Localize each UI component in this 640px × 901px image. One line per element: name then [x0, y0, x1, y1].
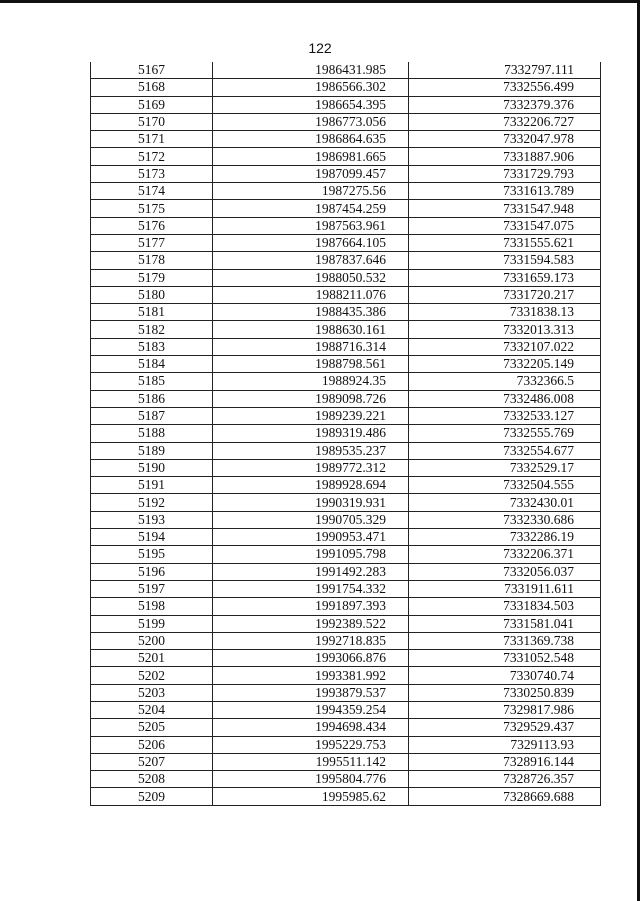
point-id-cell: 5182	[91, 321, 213, 338]
y-coordinate-cell: 7329113.93	[409, 736, 601, 753]
y-coordinate-cell: 7331911.611	[409, 580, 601, 597]
table-row	[91, 736, 601, 753]
x-coordinate-cell: 1988435.386	[213, 304, 409, 321]
x-coordinate-cell: 1988050.532	[213, 269, 409, 286]
point-id-cell: 5207	[91, 753, 213, 770]
y-coordinate-cell: 7331547.075	[409, 217, 601, 234]
x-coordinate-cell: 1993066.876	[213, 650, 409, 667]
x-coordinate-cell: 1989239.221	[213, 407, 409, 424]
x-coordinate-cell: 1991754.332	[213, 580, 409, 597]
table-row	[91, 200, 601, 217]
point-id-cell: 5190	[91, 459, 213, 476]
x-coordinate-cell: 1988924.35	[213, 373, 409, 390]
table-row	[91, 598, 601, 615]
point-id-cell: 5186	[91, 390, 213, 407]
x-coordinate-cell: 1986654.395	[213, 96, 409, 113]
y-coordinate-cell: 7332205.149	[409, 356, 601, 373]
table-row	[91, 390, 601, 407]
table-row	[91, 62, 601, 79]
x-coordinate-cell: 1995229.753	[213, 736, 409, 753]
y-coordinate-cell: 7331613.789	[409, 183, 601, 200]
table-row	[91, 684, 601, 701]
table-row	[91, 701, 601, 718]
table-row	[91, 79, 601, 96]
y-coordinate-cell: 7332555.769	[409, 425, 601, 442]
y-coordinate-cell: 7331052.548	[409, 650, 601, 667]
point-id-cell: 5202	[91, 667, 213, 684]
y-coordinate-cell: 7332206.727	[409, 113, 601, 130]
table-row	[91, 788, 601, 805]
x-coordinate-cell: 1991897.393	[213, 598, 409, 615]
point-id-cell: 5200	[91, 632, 213, 649]
point-id-cell: 5203	[91, 684, 213, 701]
point-id-cell: 5167	[91, 62, 213, 79]
table-row	[91, 304, 601, 321]
point-id-cell: 5179	[91, 269, 213, 286]
table-row	[91, 373, 601, 390]
x-coordinate-cell: 1987837.646	[213, 252, 409, 269]
point-id-cell: 5191	[91, 477, 213, 494]
x-coordinate-cell: 1993879.537	[213, 684, 409, 701]
y-coordinate-cell: 7332107.022	[409, 338, 601, 355]
y-coordinate-cell: 7331659.173	[409, 269, 601, 286]
x-coordinate-cell: 1986431.985	[213, 62, 409, 79]
y-coordinate-cell: 7328726.357	[409, 771, 601, 788]
table-row	[91, 165, 601, 182]
table-row	[91, 650, 601, 667]
y-coordinate-cell: 7331729.793	[409, 165, 601, 182]
page-number: 122	[308, 40, 332, 56]
y-coordinate-cell: 7332056.037	[409, 563, 601, 580]
table-row	[91, 217, 601, 234]
x-coordinate-cell: 1987664.105	[213, 234, 409, 251]
x-coordinate-cell: 1989772.312	[213, 459, 409, 476]
point-id-cell: 5195	[91, 546, 213, 563]
table-row	[91, 252, 601, 269]
y-coordinate-cell: 7332797.111	[409, 62, 601, 79]
y-coordinate-cell: 7331834.503	[409, 598, 601, 615]
y-coordinate-cell: 7331369.738	[409, 632, 601, 649]
table-row	[91, 511, 601, 528]
point-id-cell: 5194	[91, 529, 213, 546]
point-id-cell: 5170	[91, 113, 213, 130]
y-coordinate-cell: 7332330.686	[409, 511, 601, 528]
x-coordinate-cell: 1991095.798	[213, 546, 409, 563]
x-coordinate-cell: 1987275.56	[213, 183, 409, 200]
point-id-cell: 5193	[91, 511, 213, 528]
point-id-cell: 5198	[91, 598, 213, 615]
point-id-cell: 5181	[91, 304, 213, 321]
table-row	[91, 407, 601, 424]
point-id-cell: 5178	[91, 252, 213, 269]
table-row	[91, 667, 601, 684]
point-id-cell: 5174	[91, 183, 213, 200]
point-id-cell: 5172	[91, 148, 213, 165]
table-row	[91, 563, 601, 580]
table-row	[91, 113, 601, 130]
y-coordinate-cell: 7332486.008	[409, 390, 601, 407]
point-id-cell: 5180	[91, 286, 213, 303]
table-row	[91, 183, 601, 200]
x-coordinate-cell: 1995804.776	[213, 771, 409, 788]
point-id-cell: 5206	[91, 736, 213, 753]
point-id-cell: 5177	[91, 234, 213, 251]
point-id-cell: 5196	[91, 563, 213, 580]
x-coordinate-cell: 1989928.694	[213, 477, 409, 494]
point-id-cell: 5199	[91, 615, 213, 632]
x-coordinate-cell: 1990953.471	[213, 529, 409, 546]
table-row	[91, 771, 601, 788]
table-row	[91, 269, 601, 286]
point-id-cell: 5208	[91, 771, 213, 788]
y-coordinate-cell: 7329817.986	[409, 701, 601, 718]
point-id-cell: 5189	[91, 442, 213, 459]
table-row	[91, 632, 601, 649]
x-coordinate-cell: 1992718.835	[213, 632, 409, 649]
point-id-cell: 5184	[91, 356, 213, 373]
table-row	[91, 131, 601, 148]
x-coordinate-cell: 1988211.076	[213, 286, 409, 303]
table-row	[91, 234, 601, 251]
coordinates-table	[90, 62, 601, 806]
y-coordinate-cell: 7332013.313	[409, 321, 601, 338]
x-coordinate-cell: 1986864.635	[213, 131, 409, 148]
point-id-cell: 5168	[91, 79, 213, 96]
x-coordinate-cell: 1994359.254	[213, 701, 409, 718]
table-row	[91, 459, 601, 476]
table-row	[91, 286, 601, 303]
table-row	[91, 321, 601, 338]
x-coordinate-cell: 1990319.931	[213, 494, 409, 511]
y-coordinate-cell: 7332286.19	[409, 529, 601, 546]
point-id-cell: 5175	[91, 200, 213, 217]
y-coordinate-cell: 7331547.948	[409, 200, 601, 217]
y-coordinate-cell: 7328669.688	[409, 788, 601, 805]
table-row	[91, 148, 601, 165]
table-row	[91, 442, 601, 459]
table-row	[91, 96, 601, 113]
point-id-cell: 5188	[91, 425, 213, 442]
point-id-cell: 5187	[91, 407, 213, 424]
y-coordinate-cell: 7332379.376	[409, 96, 601, 113]
point-id-cell: 5204	[91, 701, 213, 718]
x-coordinate-cell: 1987099.457	[213, 165, 409, 182]
y-coordinate-cell: 7332554.677	[409, 442, 601, 459]
x-coordinate-cell: 1989319.486	[213, 425, 409, 442]
y-coordinate-cell: 7332529.17	[409, 459, 601, 476]
x-coordinate-cell: 1989535.237	[213, 442, 409, 459]
y-coordinate-cell: 7332430.01	[409, 494, 601, 511]
point-id-cell: 5197	[91, 580, 213, 597]
point-id-cell: 5173	[91, 165, 213, 182]
point-id-cell: 5209	[91, 788, 213, 805]
y-coordinate-cell: 7330740.74	[409, 667, 601, 684]
point-id-cell: 5192	[91, 494, 213, 511]
point-id-cell: 5183	[91, 338, 213, 355]
x-coordinate-cell: 1986566.302	[213, 79, 409, 96]
y-coordinate-cell: 7330250.839	[409, 684, 601, 701]
table-row	[91, 338, 601, 355]
y-coordinate-cell: 7331887.906	[409, 148, 601, 165]
table-row	[91, 615, 601, 632]
y-coordinate-cell: 7329529.437	[409, 719, 601, 736]
y-coordinate-cell: 7328916.144	[409, 753, 601, 770]
x-coordinate-cell: 1992389.522	[213, 615, 409, 632]
x-coordinate-cell: 1993381.992	[213, 667, 409, 684]
table-row	[91, 719, 601, 736]
y-coordinate-cell: 7331555.621	[409, 234, 601, 251]
point-id-cell: 5201	[91, 650, 213, 667]
x-coordinate-cell: 1989098.726	[213, 390, 409, 407]
x-coordinate-cell: 1986773.056	[213, 113, 409, 130]
table-row	[91, 753, 601, 770]
point-id-cell: 5205	[91, 719, 213, 736]
y-coordinate-cell: 7332504.555	[409, 477, 601, 494]
x-coordinate-cell: 1995511.142	[213, 753, 409, 770]
x-coordinate-cell: 1987454.259	[213, 200, 409, 217]
x-coordinate-cell: 1988716.314	[213, 338, 409, 355]
point-id-cell: 5169	[91, 96, 213, 113]
table-row	[91, 477, 601, 494]
table-row	[91, 494, 601, 511]
table-body	[91, 62, 601, 805]
y-coordinate-cell: 7331581.041	[409, 615, 601, 632]
y-coordinate-cell: 7332533.127	[409, 407, 601, 424]
y-coordinate-cell: 7331838.13	[409, 304, 601, 321]
point-id-cell: 5176	[91, 217, 213, 234]
table-row	[91, 546, 601, 563]
y-coordinate-cell: 7332047.978	[409, 131, 601, 148]
page-frame-top	[0, 0, 640, 3]
point-id-cell: 5185	[91, 373, 213, 390]
table-row	[91, 356, 601, 373]
y-coordinate-cell: 7331720.217	[409, 286, 601, 303]
x-coordinate-cell: 1988798.561	[213, 356, 409, 373]
x-coordinate-cell: 1990705.329	[213, 511, 409, 528]
y-coordinate-cell: 7332366.5	[409, 373, 601, 390]
table-row	[91, 580, 601, 597]
y-coordinate-cell: 7332206.371	[409, 546, 601, 563]
x-coordinate-cell: 1987563.961	[213, 217, 409, 234]
y-coordinate-cell: 7331594.583	[409, 252, 601, 269]
x-coordinate-cell: 1991492.283	[213, 563, 409, 580]
x-coordinate-cell: 1986981.665	[213, 148, 409, 165]
point-id-cell: 5171	[91, 131, 213, 148]
x-coordinate-cell: 1995985.62	[213, 788, 409, 805]
y-coordinate-cell: 7332556.499	[409, 79, 601, 96]
table-row	[91, 425, 601, 442]
x-coordinate-cell: 1994698.434	[213, 719, 409, 736]
table-row	[91, 529, 601, 546]
x-coordinate-cell: 1988630.161	[213, 321, 409, 338]
